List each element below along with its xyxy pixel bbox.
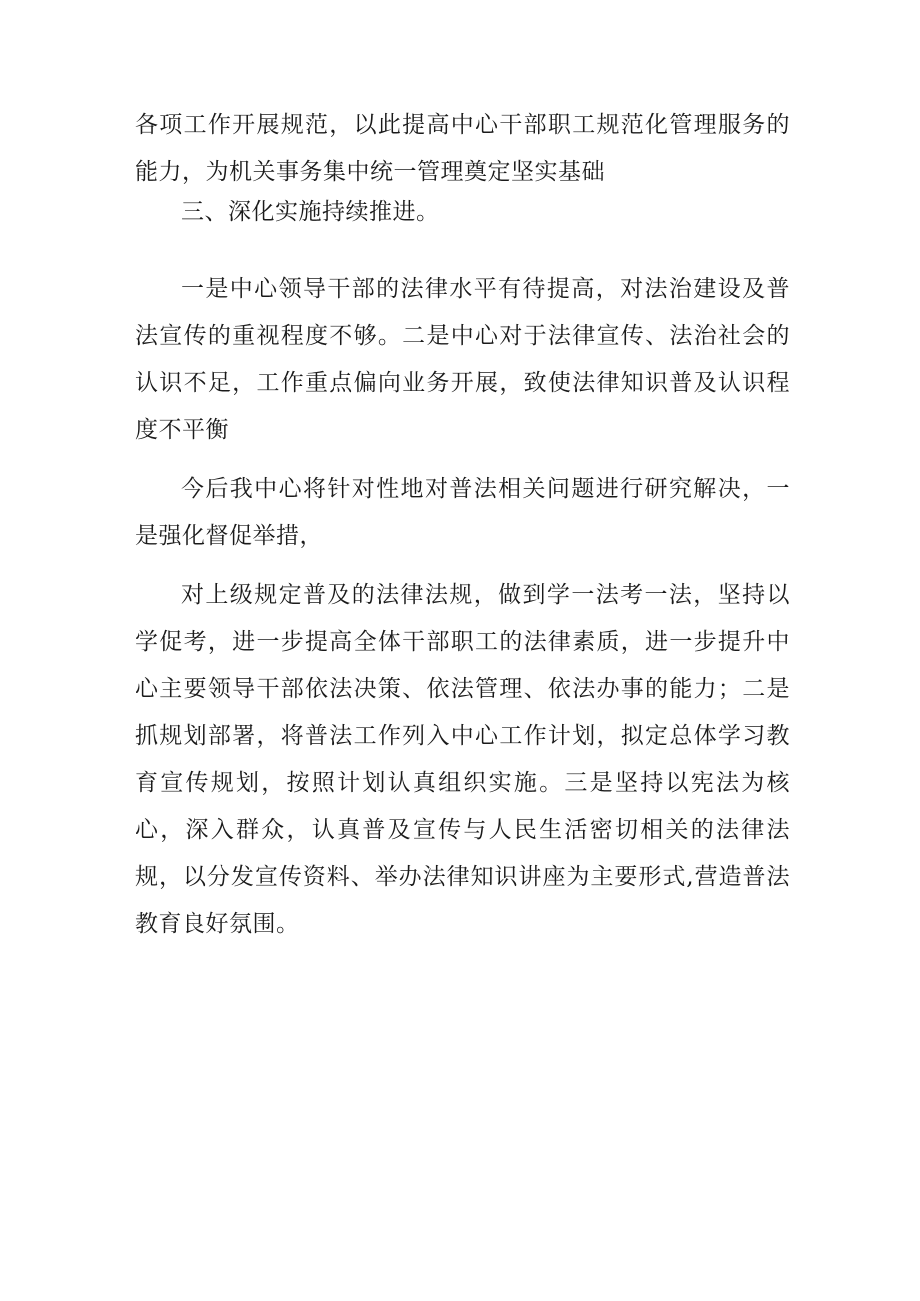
- paragraph-text: 对上级规定普及的法律法规，做到学一法考一法，坚持以学促考，进一步提高全体干部职工的法律素质，进一步提升中心主要领导干部依法决策、依法管理、依法办事的能力；二是抓规划部署，将普法工作列入中心工作计划，拟定总体学习教育宣传规划，按照计划认真组织实施。三是坚持以宪法为核心，深入群众，认真普及宣传与人民生活密切相关的法律法规，以分发宣传资料、举办法律知识讲座为主要形式,营造普法教育良好氛围。: [135, 582, 790, 937]
- paragraph-problems: [135, 266, 790, 454]
- paragraph-measures: [135, 572, 790, 948]
- paragraph-text: 一是中心领导干部的法律水平有待提高，对法治建设及普法宣传的重视程度不够。二是中心对于法律宣传、法治社会的认识不足，工作重点偏向业务开展，致使法律知识普及认识程度不平衡: [135, 276, 790, 443]
- paragraph-continuation: [135, 102, 790, 196]
- section-heading: [135, 189, 790, 236]
- section-heading-text: 三、深化实施持续推进。: [181, 199, 440, 225]
- paragraph-plan-intro: [135, 466, 790, 560]
- paragraph-text: 今后我中心将针对性地对普法相关问题进行研究解决，一是强化督促举措，: [135, 476, 790, 549]
- paragraph-text: 各项工作开展规范，以此提高中心干部职工规范化管理服务的能力，为机关事务集中统一管理奠定坚实基础: [135, 112, 790, 185]
